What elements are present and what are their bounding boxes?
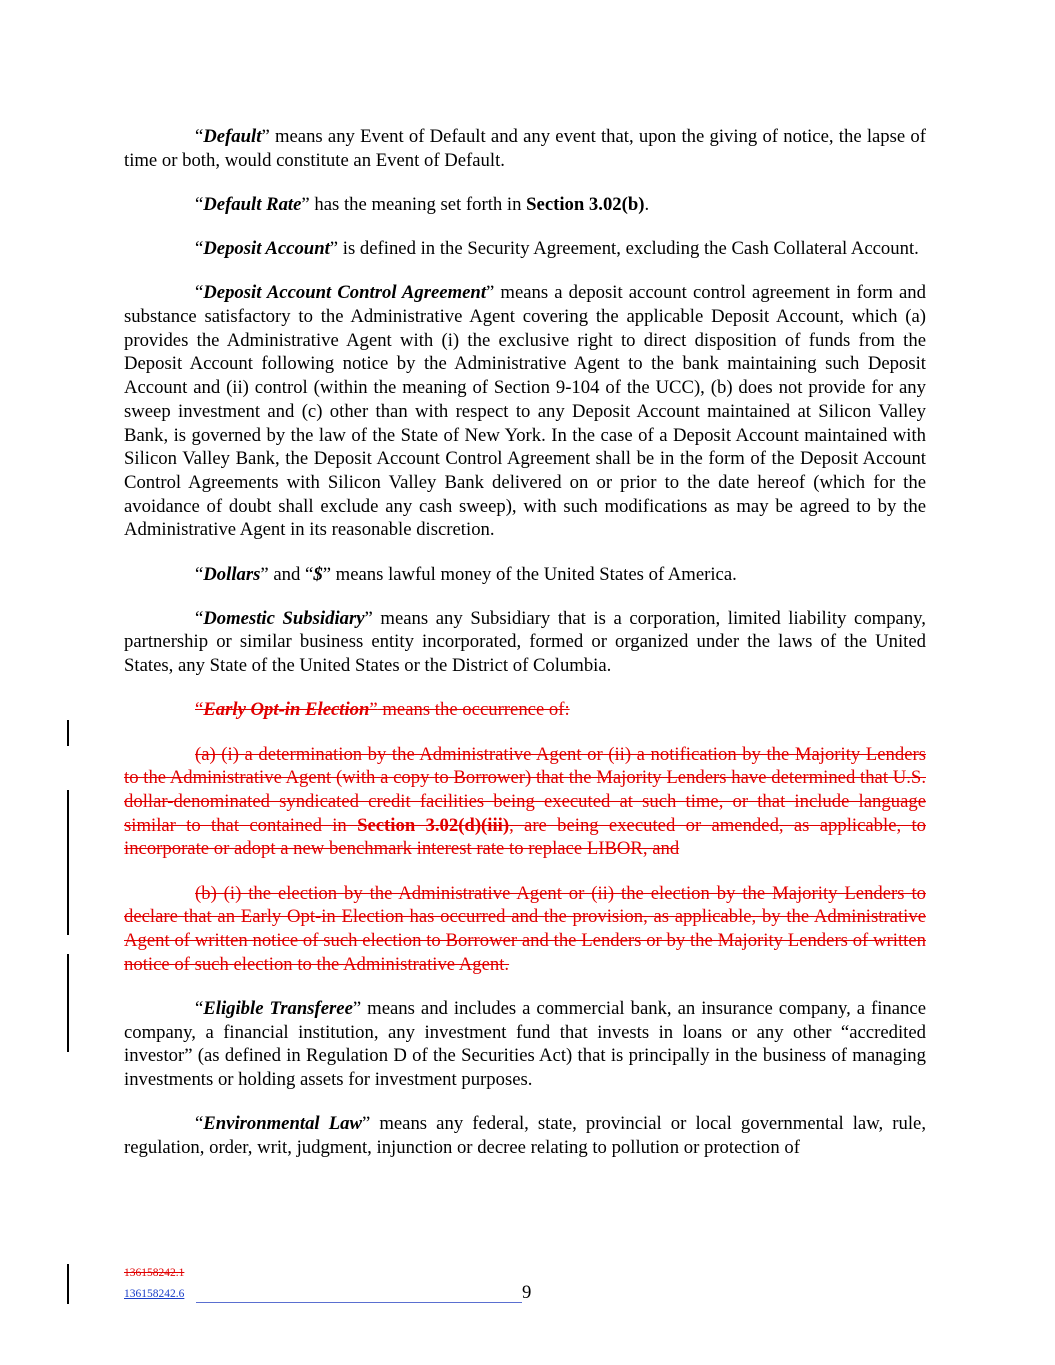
defined-term: Environmental Law [203, 1113, 362, 1135]
definition-environmental-law: “Environmental Law” means any federal, state, provincial or local governmental law, rule, regulation, order, writ, judgment, injunction or decree relating to pollution or protection of [124, 1113, 927, 1158]
defined-term: Domestic Subsidiary [203, 607, 365, 629]
definition-domestic-subsidiary: “Domestic Subsidiary” means any Subsidiary that is a corporation, limited liability company, partnership or similar business entity incorporated, formed or organized under the laws of the United States, any State of the United States or the District of Columbia. [124, 607, 926, 677]
deleted-clause-b: (b) (i) the election by the Administrative Agent or (ii) the election by the Majority Lenders to declare that an Early Opt-in Election has occurred and the provision, as applicable, by the Administrative Agent of written notice of such election to Borrower and the Lenders or by the Majority Lenders of written notice of such election to the Administrative Agent. [124, 882, 926, 975]
new-document-id: 136158242.6 [124, 1288, 185, 1300]
definition-default-rate: “Default Rate” has the meaning set forth in Section 3.02(b). [195, 193, 650, 215]
deleted-section-reference: Section 3.02(d)(iii) [357, 814, 510, 836]
defined-term: Default Rate [203, 193, 302, 215]
change-bar [67, 1264, 69, 1304]
section-reference: Section 3.02(b) [526, 193, 645, 215]
change-bar [67, 954, 69, 1052]
deleted-term: Early Opt-in Election [203, 699, 370, 721]
definition-deposit-account-control-agreement: “Deposit Account Control Agreement” means a deposit account control agreement in form and substance satisfactory to the Administrative Agent covering the applicable Deposit Account, which (a) provides the Administrative Agent with (i) the exclusive right to direct disposition of funds from the Deposit Account following notice by the Administrative Agent to the bank maintaining such Deposit Account and (ii) control (within the meaning of Section 9-104 of the UCC), (b) does not provide for any sweep investment and (c) other than with respect to any Deposit Account maintained at Silicon Valley Bank, is governed by the law of the State of New York. In the case of a Deposit Account maintained with Silicon Valley Bank, the Deposit Account Control Agreement shall be in the form of the Deposit Account Control Agreements with Silicon Valley Bank delivered on or prior to the date hereof (which for the avoidance of doubt shall exclude any cash sweep), with such modifications as may be agreed to by the Administrative Agent in its reasonable discretion. [124, 282, 926, 541]
defined-term: Default [203, 126, 262, 147]
page-number: 9 [522, 1282, 532, 1303]
deleted-clause-a: (a) (i) a determination by the Administrative Agent or (ii) a notification by the Majority Lenders to the Administrative Agent (with a copy to Borrower) that the Majority Lenders have determined that U.S. dollar-denominated syndicated credit facilities being executed at such time, or that include language similar to that contained in Section 3.02(d)(iii), are being executed or amended, as applicable, to incorporate or adopt a new benchmark interest rate to replace LIBOR, and [124, 743, 926, 860]
defined-term: Deposit Account [203, 238, 330, 260]
defined-term: Deposit Account Control Agreement [203, 282, 487, 304]
change-bar [67, 720, 69, 746]
old-document-id: 136158242.1 [124, 1267, 185, 1279]
definition-dollars: “Dollars” and “$” means lawful money of the United States of America. [195, 563, 737, 585]
document-body [124, 125, 926, 1180]
definition-default: “Default” means any Event of Default and any event that, upon the giving of notice, the lapse of time or both, would constitute an Event of Default. [124, 126, 926, 171]
defined-term: Dollars [203, 563, 261, 585]
definition-deposit-account: “Deposit Account” is defined in the Security Agreement, excluding the Cash Collateral Account. [195, 238, 919, 260]
defined-term: Eligible Transferee [203, 997, 353, 1019]
deleted-definition-early-opt-in: “Early Opt-in Election” means the occurrence of: [195, 699, 570, 721]
footer-rule [196, 1302, 522, 1303]
defined-term-symbol: $ [313, 563, 323, 585]
definition-eligible-transferee: “Eligible Transferee” means and includes a commercial bank, an insurance company, a finance company, a financial institution, any investment fund that invests in loans or any other “accredited investor” (as defined in Regulation D of the Securities Act) that is principally in the business of managing investments or holding assets for investment purposes. [124, 997, 926, 1090]
change-bar [67, 790, 69, 935]
